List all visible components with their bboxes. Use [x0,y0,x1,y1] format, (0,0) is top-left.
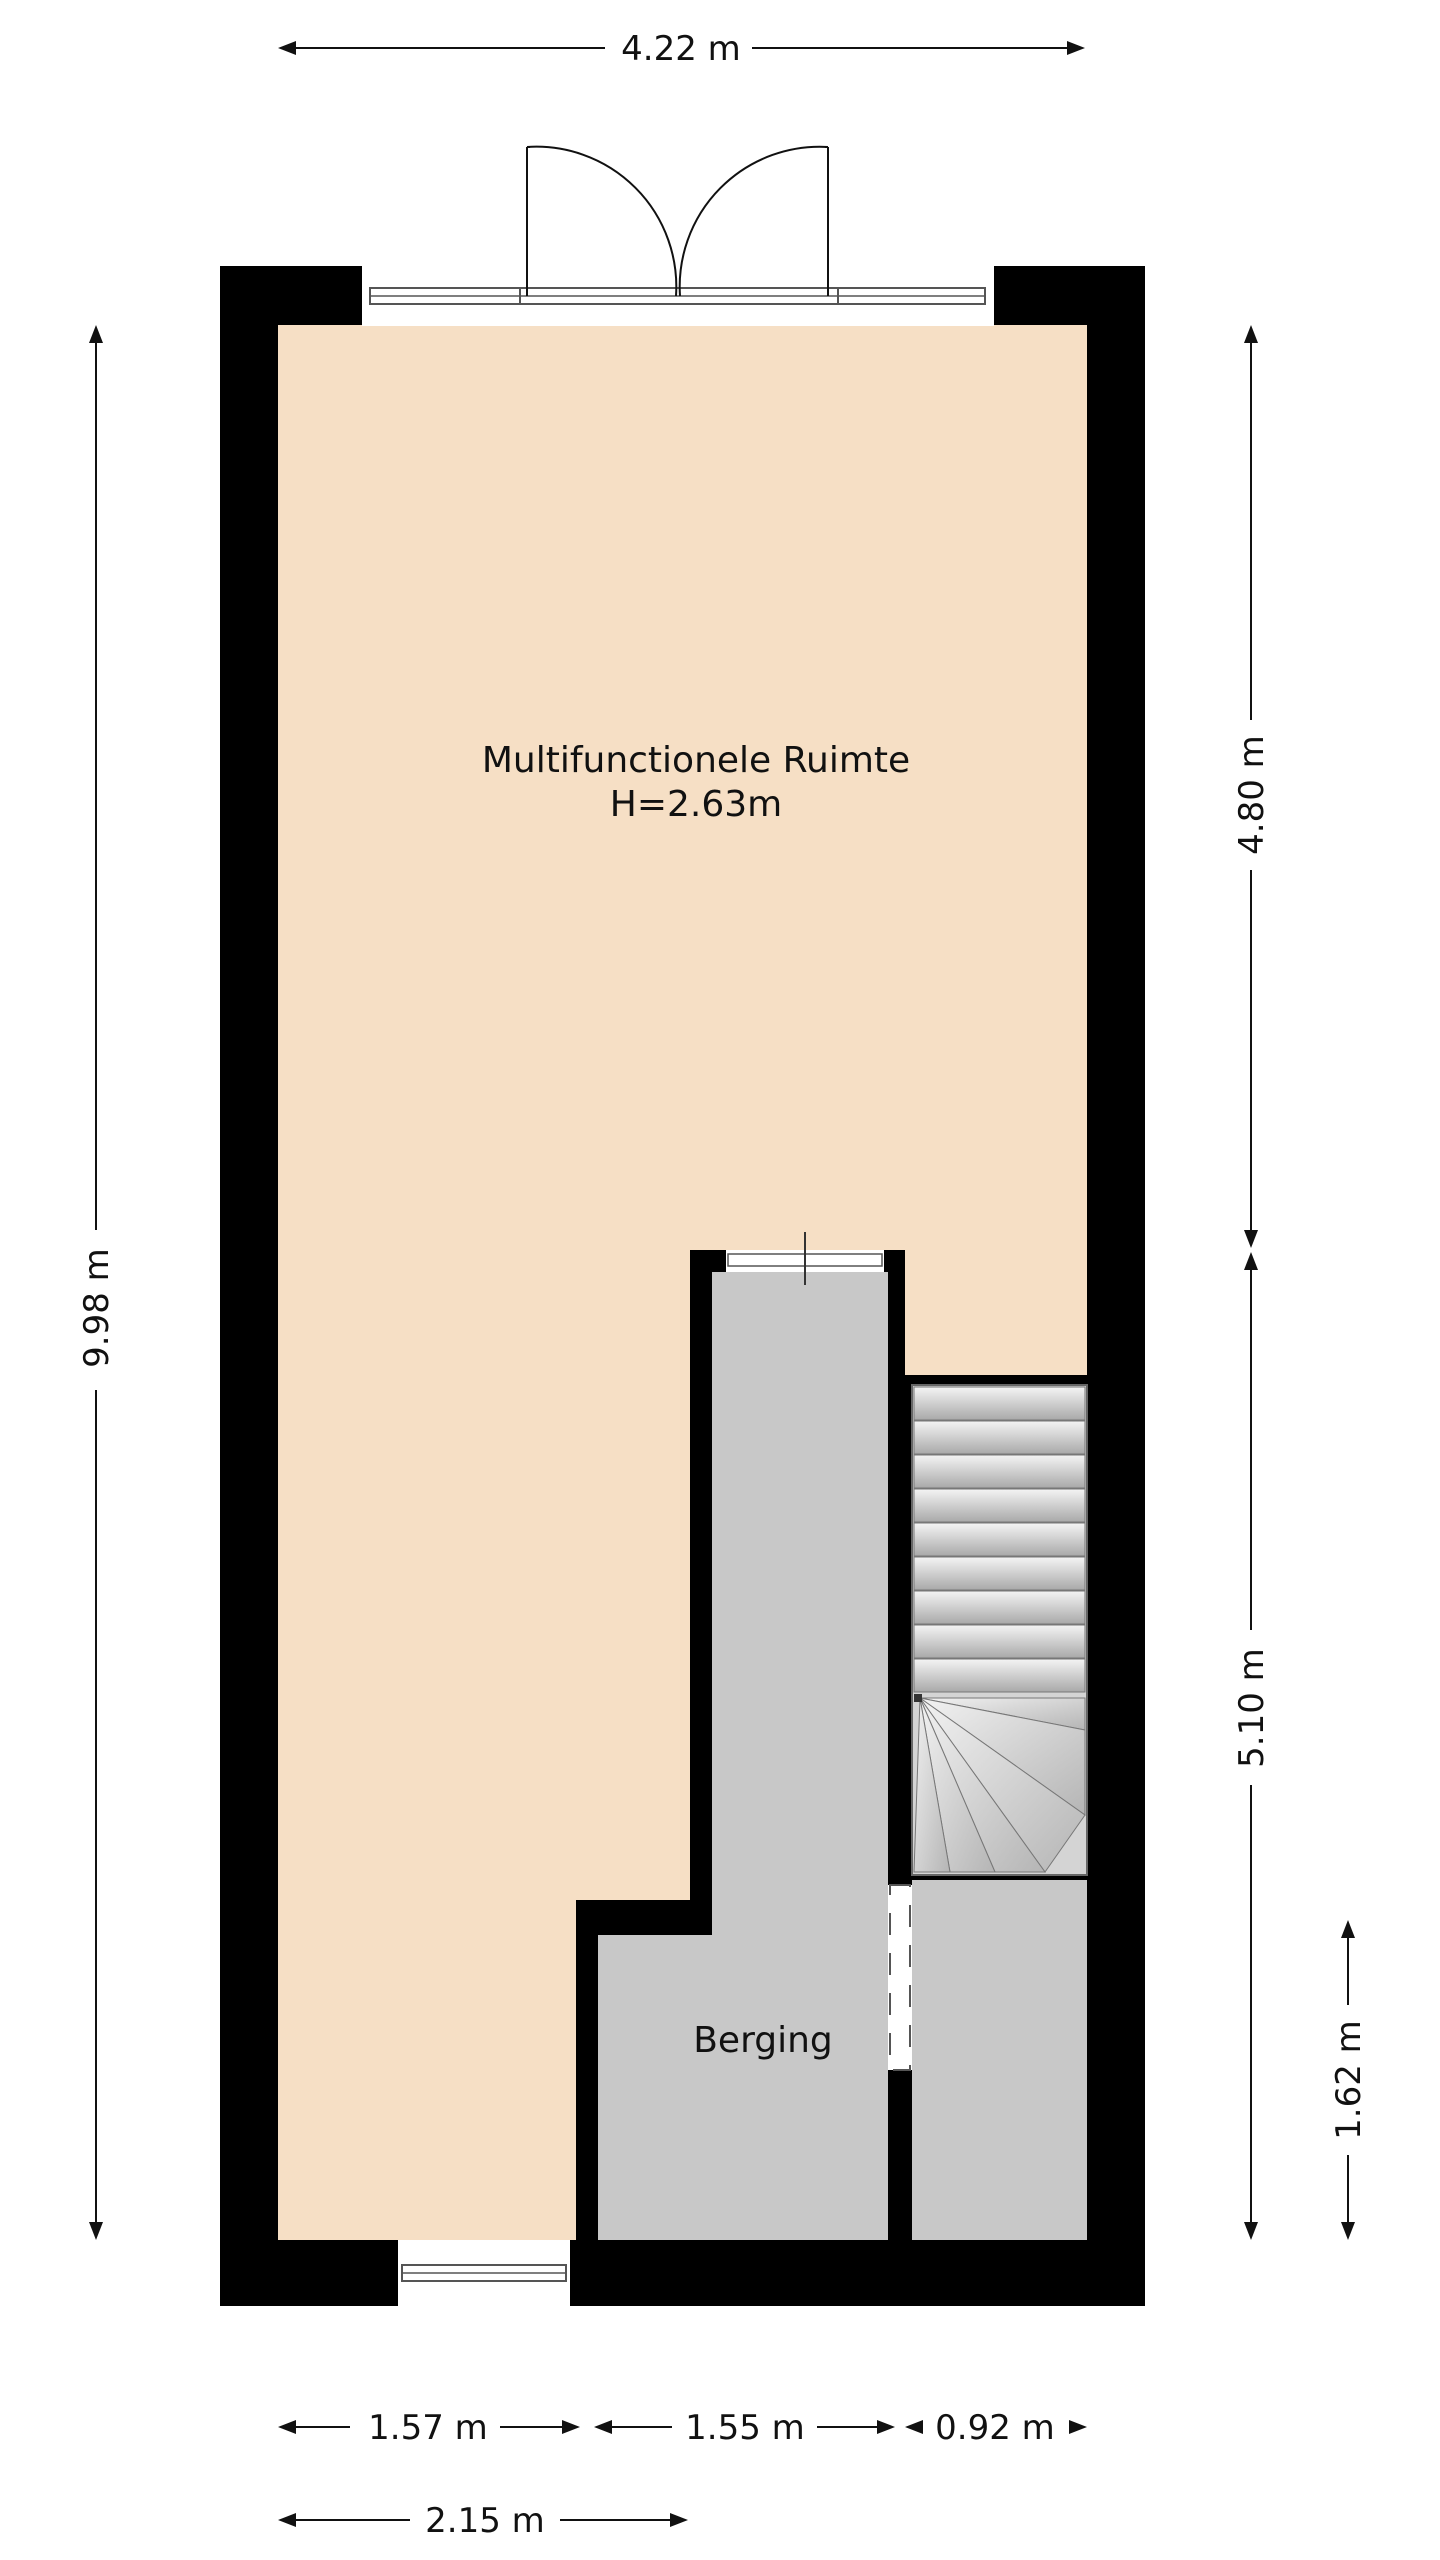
dim-bottom-total [278,2501,688,2541]
dim-right-lower-label: 5.10 m [1232,1648,1272,1768]
dim-bottom-seg-1 [278,2408,580,2448]
dim-left-depth-label: 9.98 m [77,1248,117,1368]
main-room-name: Multifunctionele Ruimte [481,740,911,781]
staircase [912,1385,1087,1875]
main-room-height: H=2.63m [609,784,783,825]
dim-right-lower [1232,1252,1272,2240]
partition-opening [888,1885,912,2070]
dim-right-upper-label: 4.80 m [1232,735,1272,855]
storage-room-name: Berging [693,2020,833,2061]
dim-top-width-label: 4.22 m [621,29,741,69]
bottom-window [398,2240,570,2306]
dim-top-width [278,29,1085,69]
dim-bottom-seg-3-label: 0.92 m [935,2408,1055,2448]
dim-bottom-seg-3 [905,2408,1087,2448]
dim-bottom-seg-2 [594,2408,895,2448]
top-window [362,266,994,326]
dim-bottom-total-label: 2.15 m [425,2501,545,2541]
dim-right-upper [1232,325,1272,1248]
dim-bottom-seg-1-label: 1.57 m [368,2408,488,2448]
dim-bottom-seg-2-label: 1.55 m [685,2408,805,2448]
dim-right-small-label: 1.62 m [1329,2020,1369,2140]
hall-floor [912,1880,1087,2240]
dim-left-depth [77,325,117,2240]
dim-right-small [1329,1920,1369,2240]
